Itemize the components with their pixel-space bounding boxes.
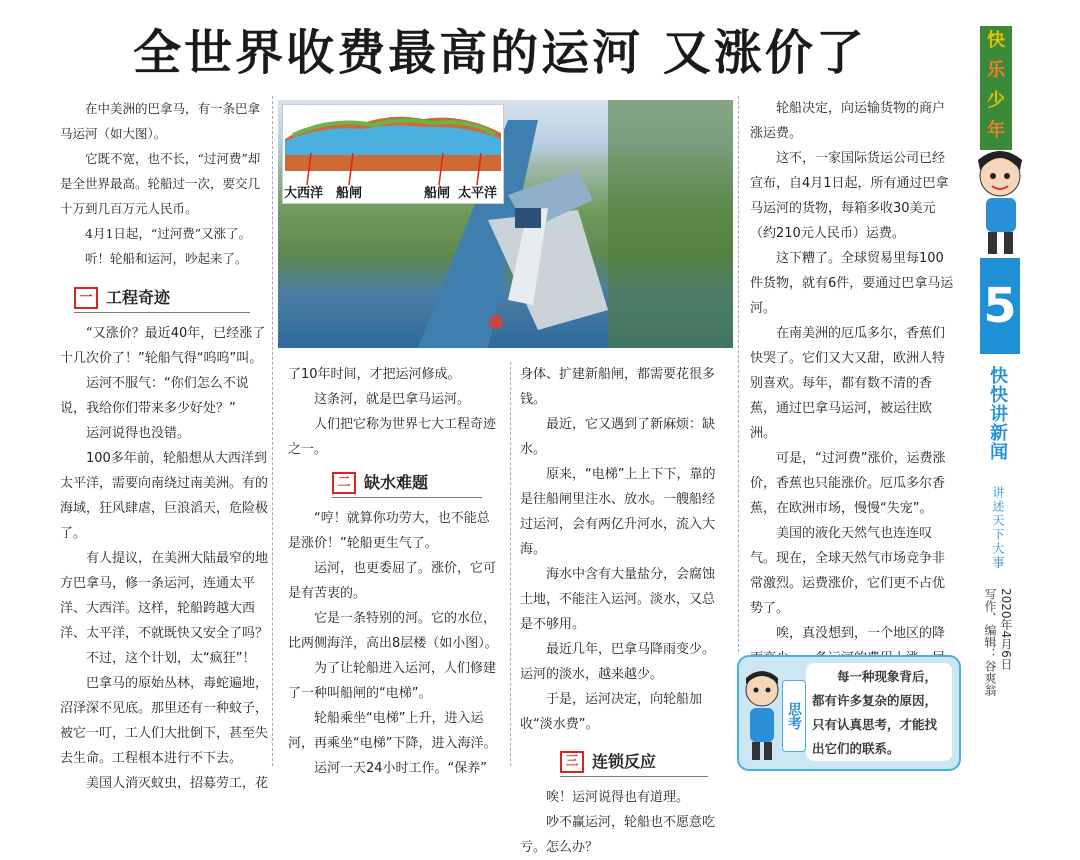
section-title: 连锁反应 <box>592 752 657 771</box>
body-paragraph: 运河说得也没错。 <box>86 426 191 441</box>
section-underline <box>332 497 482 498</box>
body-paragraph: “又涨价？最近40年，已经涨了十几次价了！”轮船气得“呜呜”叫。 <box>60 326 266 366</box>
section-heading-1 <box>74 285 268 315</box>
body-paragraph: 不过，这个计划，太“疯狂”！ <box>86 651 256 666</box>
body-paragraph: 巴拿马的原始丛林，毒蛇遍地，沼泽深不见底。那里还有一种蚊子，被它一叮，工人们大批倒下，甚至失去生命。工程根本进行不下去。 <box>60 676 269 766</box>
page-headline: 全世界收费最高的运河 又涨价了 <box>133 25 867 81</box>
column-1 <box>60 96 268 796</box>
section-number: 一 <box>74 287 98 309</box>
brand-banner <box>980 26 1012 150</box>
body-paragraph: 轮船乘坐“电梯”上升，进入运河，再乘坐“电梯”下降，进入海洋。 <box>288 711 497 751</box>
column-3 <box>520 362 726 860</box>
body-paragraph: 运河，也更委屈了。涨价，它可是有苦衷的。 <box>288 561 497 601</box>
body-paragraph: 为了让轮船进入运河，人们修建了一种叫船闸的“电梯”。 <box>288 661 497 701</box>
brand-char: 乐 <box>987 60 1005 81</box>
credit-line: 写作、编辑：谷爽翁 <box>983 588 997 696</box>
column-divider <box>738 96 739 652</box>
body-paragraph: 原来，“电梯”上上下下，靠的是往船闸里注水、放水。一艘船经过运河，会有两亿升河水，流入大海。 <box>520 467 716 557</box>
body-paragraph: 于是，运河决定，向轮船加收“淡水费”。 <box>520 692 703 732</box>
body-paragraph: 轮船决定，向运输货物的商户涨运费。 <box>750 101 946 141</box>
body-paragraph: 美国的液化天然气也连连叹气。现在，全球天然气市场竞争非常激烈。运费涨价，它们更不占优势了。 <box>750 526 946 616</box>
think-text: 每一种现象背后，都有许多复杂的原因，只有认真思考，才能找出它们的联系。 <box>812 669 938 756</box>
intro-paragraph: 听！轮船和运河，吵起来了。 <box>85 251 248 266</box>
brand-char: 快 <box>987 30 1005 51</box>
body-paragraph: 这条河，就是巴拿马运河。 <box>314 392 471 407</box>
sidebar-mascot <box>974 148 1030 258</box>
section-title: 缺水难题 <box>364 473 429 492</box>
body-paragraph: 唉，真没想到，一个地区的降 <box>776 626 946 641</box>
boy-mascot-icon <box>974 148 1030 258</box>
think-badge <box>782 680 806 752</box>
column-4 <box>750 96 954 696</box>
ship-bridge <box>515 208 541 228</box>
label-atlantic: 大西洋 <box>284 186 324 201</box>
column-divider <box>510 362 511 766</box>
page-number: 5 <box>983 278 1017 334</box>
column-name: 快快讲新闻 <box>987 366 1008 461</box>
body-paragraph: 最近，它又遇到了新麻烦：缺水。 <box>520 417 716 457</box>
body-paragraph: 最近几年，巴拿马降雨变少。运河的淡水，越来越少。 <box>520 642 716 682</box>
section-heading-3 <box>560 749 726 779</box>
body-paragraph: 有人提议，在美洲大陆最窄的地方巴拿马，修一条运河，连通太平洋、大西洋。这样，轮船跨越大西洋、太平洋，不就既快又安全了吗？ <box>60 551 269 641</box>
intro-paragraph: 在中美洲的巴拿马，有一条巴拿马运河（如大图）。 <box>60 101 261 141</box>
body-paragraph: 运河不服气：“你们怎么不说说，我给你们带来多少好处？” <box>60 376 249 416</box>
intro-paragraph: 4月1日起，“过河费”又涨了。 <box>85 226 252 241</box>
section-underline <box>560 776 708 777</box>
think-text-panel <box>806 663 952 761</box>
body-paragraph: 唉！运河说得也有道理。 <box>546 790 690 805</box>
body-paragraph: 运河一天24小时工作。“保养” <box>314 761 488 776</box>
body-paragraph: 美国人消灭蚊虫，招募劳工，花 <box>86 776 269 791</box>
brand-char: 年 <box>987 120 1005 141</box>
body-paragraph: 100多年前，轮船想从大西洋到太平洋，需要向南绕过南美洲。有的海域，狂风肆虐，巨浪滔天，危险极了。 <box>60 451 269 541</box>
intro-paragraph: 它既不宽，也不长，“过河费”却是全世界最高。轮船过一次，要交几十万到几百万元人民币。 <box>60 151 261 216</box>
label-lock-right: 船闸 <box>424 186 451 201</box>
section-title: 工程奇迹 <box>106 288 171 307</box>
label-pacific: 太平洋 <box>458 186 498 201</box>
section-number: 二 <box>332 472 356 494</box>
mascot-icon <box>742 668 782 762</box>
column-divider <box>272 96 273 766</box>
body-paragraph: 在南美洲的厄瓜多尔，香蕉们快哭了。它们又大又甜，欧洲人特别喜欢。每年，都有数不清的香蕉，通过巴拿马运河，被运往欧洲。 <box>750 326 946 441</box>
page-number-box <box>980 258 1020 354</box>
body-paragraph: 身体、扩建新船闸，都需要花很多钱。 <box>520 367 716 407</box>
body-paragraph: 这下糟了。全球贸易里每100件货物，就有6件，要通过巴拿马运河。 <box>750 251 954 316</box>
think-badge-text: 思考 <box>786 702 802 730</box>
column-slogan: 讲述天下大事 <box>991 486 1005 570</box>
body-paragraph: 可是，“过河费”涨价，运费涨价，香蕉也只能涨价。厄瓜多尔香蕉，在欧洲市场，慢慢“失宠”。 <box>750 451 946 516</box>
body-paragraph: 了10年时间，才把运河修成。 <box>288 367 461 382</box>
section-number: 三 <box>560 751 584 773</box>
body-paragraph: 吵不赢运河，轮船也不愿意吃亏。怎么办？ <box>520 815 716 855</box>
body-paragraph: “哼！就算你功劳大，也不能总是涨价！”轮船更生气了。 <box>288 511 490 551</box>
body-paragraph: 这不，一家国际货运公司已经宣布，自4月1日起，所有通过巴拿马运河的货物，每箱多收30美元（约210元人民币）运费。 <box>750 151 949 241</box>
body-paragraph: 它是一条特别的河。它的水位，比两侧海洋，高出8层楼（如小图）。 <box>288 611 498 651</box>
think-mascot <box>742 668 782 762</box>
body-paragraph: 人们把它称为世界七大工程奇迹之一。 <box>288 417 497 457</box>
brand-char: 少 <box>987 90 1005 111</box>
body-paragraph: 海水中含有大量盐分，会腐蚀土地，不能注入运河。淡水，又总是不够用。 <box>520 567 716 632</box>
section-underline <box>74 312 250 313</box>
issue-date: 2020年4月6日 <box>999 588 1013 670</box>
label-lock-left: 船闸 <box>336 186 363 201</box>
column-2 <box>288 362 500 781</box>
section-heading-2 <box>332 470 500 500</box>
